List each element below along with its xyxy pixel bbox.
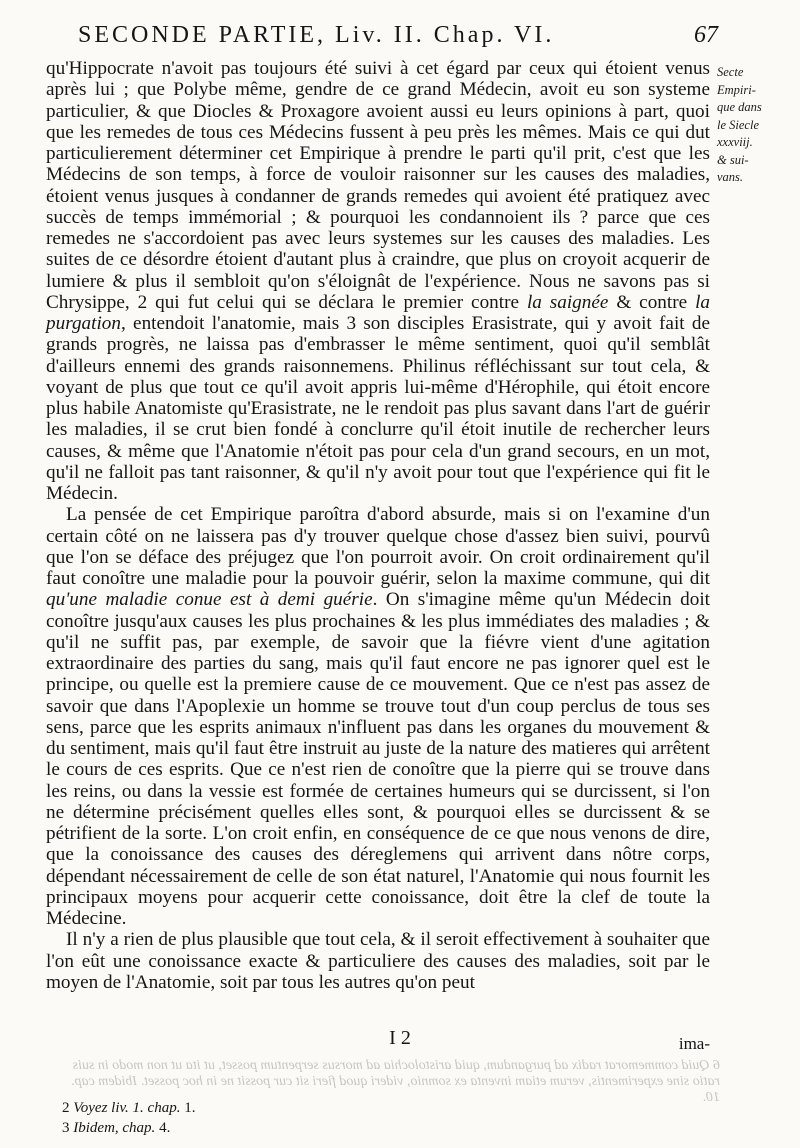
footnote-marker: 3 xyxy=(62,1120,70,1136)
paragraph-3-text: Il n'y a rien de plus plausible que tout cela, & il seroit effectivement à souhaiter que l'on eût une conoissance exacte & particuliere des causes des maladies, soit par le moyen de l'Anatomie, soit par tous les autres qu'on peut xyxy=(46,929,710,993)
margin-line: Empiri- xyxy=(717,82,756,97)
paragraph-1-text-a: qu'Hippocrate n'avoit pas toujours été suivi à cet égard par ceux qui étoient venus après lui ; que Polybe même, gendre de ce grand Médecin, avoit eu son systeme particulier, & que Diocles & Proxagore avoient aussi eu leurs opinions à part, quoi que les remedes de tous ces Médecins fussent à peu près les mêmes. Mais ce qui dut particulierement déterminer cet Empirique à prendre le parti qu'il prit, c'est que les Médecins de son temps, à force de vouloir raisonner sur les causes des maladies, étoient venus jusques à condanner de grands remedes qui avoient été pratiquez avec succès de temps immémorial ; & pourquoi les condannoient ils ? parce que ces remedes ne s'accordoient pas avec leurs systemes sur les causes des maladies. Les suites de ce désordre étoient d'autant plus à craindre, que plus on croyoit acquerir de lumiere & plus il sembloit qu'on s'éloignât de l'expérience. Nous ne savons pas si Chrysippe, 2 qui fut celui qui se déclara le premier contre xyxy=(46,58,710,313)
paragraph-2-text-b: . On s'imagine même qu'un Médecin doit conoître jusqu'aux causes les plus prochaines & les plus immédiates des maladies ; & qu'il ne suffit pas, par exemple, de savoir que la fiévre vient d'une agitation extraordinaire des parties du sang, mais qu'il faut encore ne pas ignorer quel est le principe, ou quelle est la premiere cause de ce mouvement. Que ce n'est pas assez de savoir que dans l'Apoplexie un homme se trouve tout d'un coup perclus de tous ses sens, parce que les esprits animaux n'influent pas dans les organes du mouvement & du sentiment, mais qu'il faut être instruit au juste de la nature des matieres qui arrêtent le cours de ces esprits. Que ce n'est rien de conoître que la pierre qui se trouve dans les reins, ou dans la vessie est formée de certaines humeurs qui se durcissent, si l'on ne détermine précisément quelles elles sont, & pourquoi elles se durcissent & se pétrifient de la sorte. L'on croit enfin, en conséquence de ce que nous venons de dire, que la conoissance des causes des déreglemens qui arrivent dans nôtre corps, dépendant nécessairement de celle de son état naturel, l'Anatomie qui nous fournit les principaux moyens pour acquerir cette conoissance, doit être la clef de toute la Médecine. xyxy=(46,589,710,929)
footnote-ref-number: 1. xyxy=(180,1100,196,1116)
footnote-ref: Ibidem, chap. xyxy=(73,1120,156,1136)
running-header xyxy=(78,22,718,49)
footnote-ref: Voyez liv. 1. chap. xyxy=(73,1100,181,1116)
running-title: SECONDE PARTIE, Liv. II. Chap. VI. xyxy=(78,22,555,48)
emphasis-maxime: qu'une maladie conue est à demi guérie xyxy=(46,589,373,611)
paragraph-2-text-a: La pensée de cet Empirique paroîtra d'abord absurde, mais si on l'examine d'un certain côté on ne laissera pas d'y trouver quelque chose d'assez bien suivi, pourvû que l'on se déface des préjugez que l'on pourroit avoir. On croit ordinairement qu'il faut conoître une maladie pour la pouvoir guérir, selon la maxime commune, qui dit xyxy=(46,504,710,589)
paragraph-1 xyxy=(46,58,710,504)
paragraph-1-text-b: & contre xyxy=(608,291,696,313)
paragraph-1-text-c: , entendoit l'anatomie, mais 3 son disciples Erasistrate, qui y avoit fait de grands progrès, ne laissa pas d'embrasser le même sentiment, quoi qu'il semblât d'ailleurs ennemi des grands raisonnemens. Philinus réfléchissant sur tout cela, & voyant de plus que tout ce qu'il avoit appris lui-même d'Hérophile, qui étoit encore plus habile Anatomiste qu'Erasistrate, ne le rendoit pas plus savant dans l'art de guérir les maladies, il se crut bien fondé à conclurre qu'il étoit inutile de rechercher leurs causes, & même que l'Anatomie n'étoit pas pour cela d'un grand secours, en un mot, qu'il ne falloit pas tant raisonner, & qu'il n'y avoit pour tout que l'expérience qui fit le Médecin. xyxy=(46,313,710,504)
margin-line: & sui- xyxy=(717,152,749,167)
catchword: ima- xyxy=(678,1034,710,1053)
margin-line: vans. xyxy=(717,170,744,184)
footnote-ref-number: 4. xyxy=(155,1120,171,1136)
footnotes xyxy=(62,1098,462,1138)
emphasis-purgation: la purgation xyxy=(46,291,710,334)
signature-mark: I 2 xyxy=(389,1027,411,1049)
page-number: 67 xyxy=(694,22,718,48)
margin-line: xxxviij. xyxy=(717,135,753,149)
footnote-marker: 2 xyxy=(62,1100,70,1116)
footnote xyxy=(62,1098,462,1118)
margin-line: que dans xyxy=(717,100,762,114)
emphasis-saignee: la saignée xyxy=(526,291,609,313)
main-text xyxy=(46,58,710,993)
marginal-note xyxy=(717,64,793,187)
margin-line: le Siecle xyxy=(717,117,759,132)
margin-line: Secte xyxy=(717,65,744,79)
footnote xyxy=(62,1118,462,1138)
paragraph-3 xyxy=(46,929,710,993)
bleed-through-text: 6 Quid commemorat radix ad purgandum, quid aristolochia ad morsus serpentum posset, ut ita ut non modo in suis ratio sine experimentis, verum etiam inventa ex somnio, videri quod fieri sit cur possit ne in hoc posset. Ibidem cap. 10. xyxy=(71,1058,720,1105)
paragraph-2 xyxy=(46,504,710,929)
